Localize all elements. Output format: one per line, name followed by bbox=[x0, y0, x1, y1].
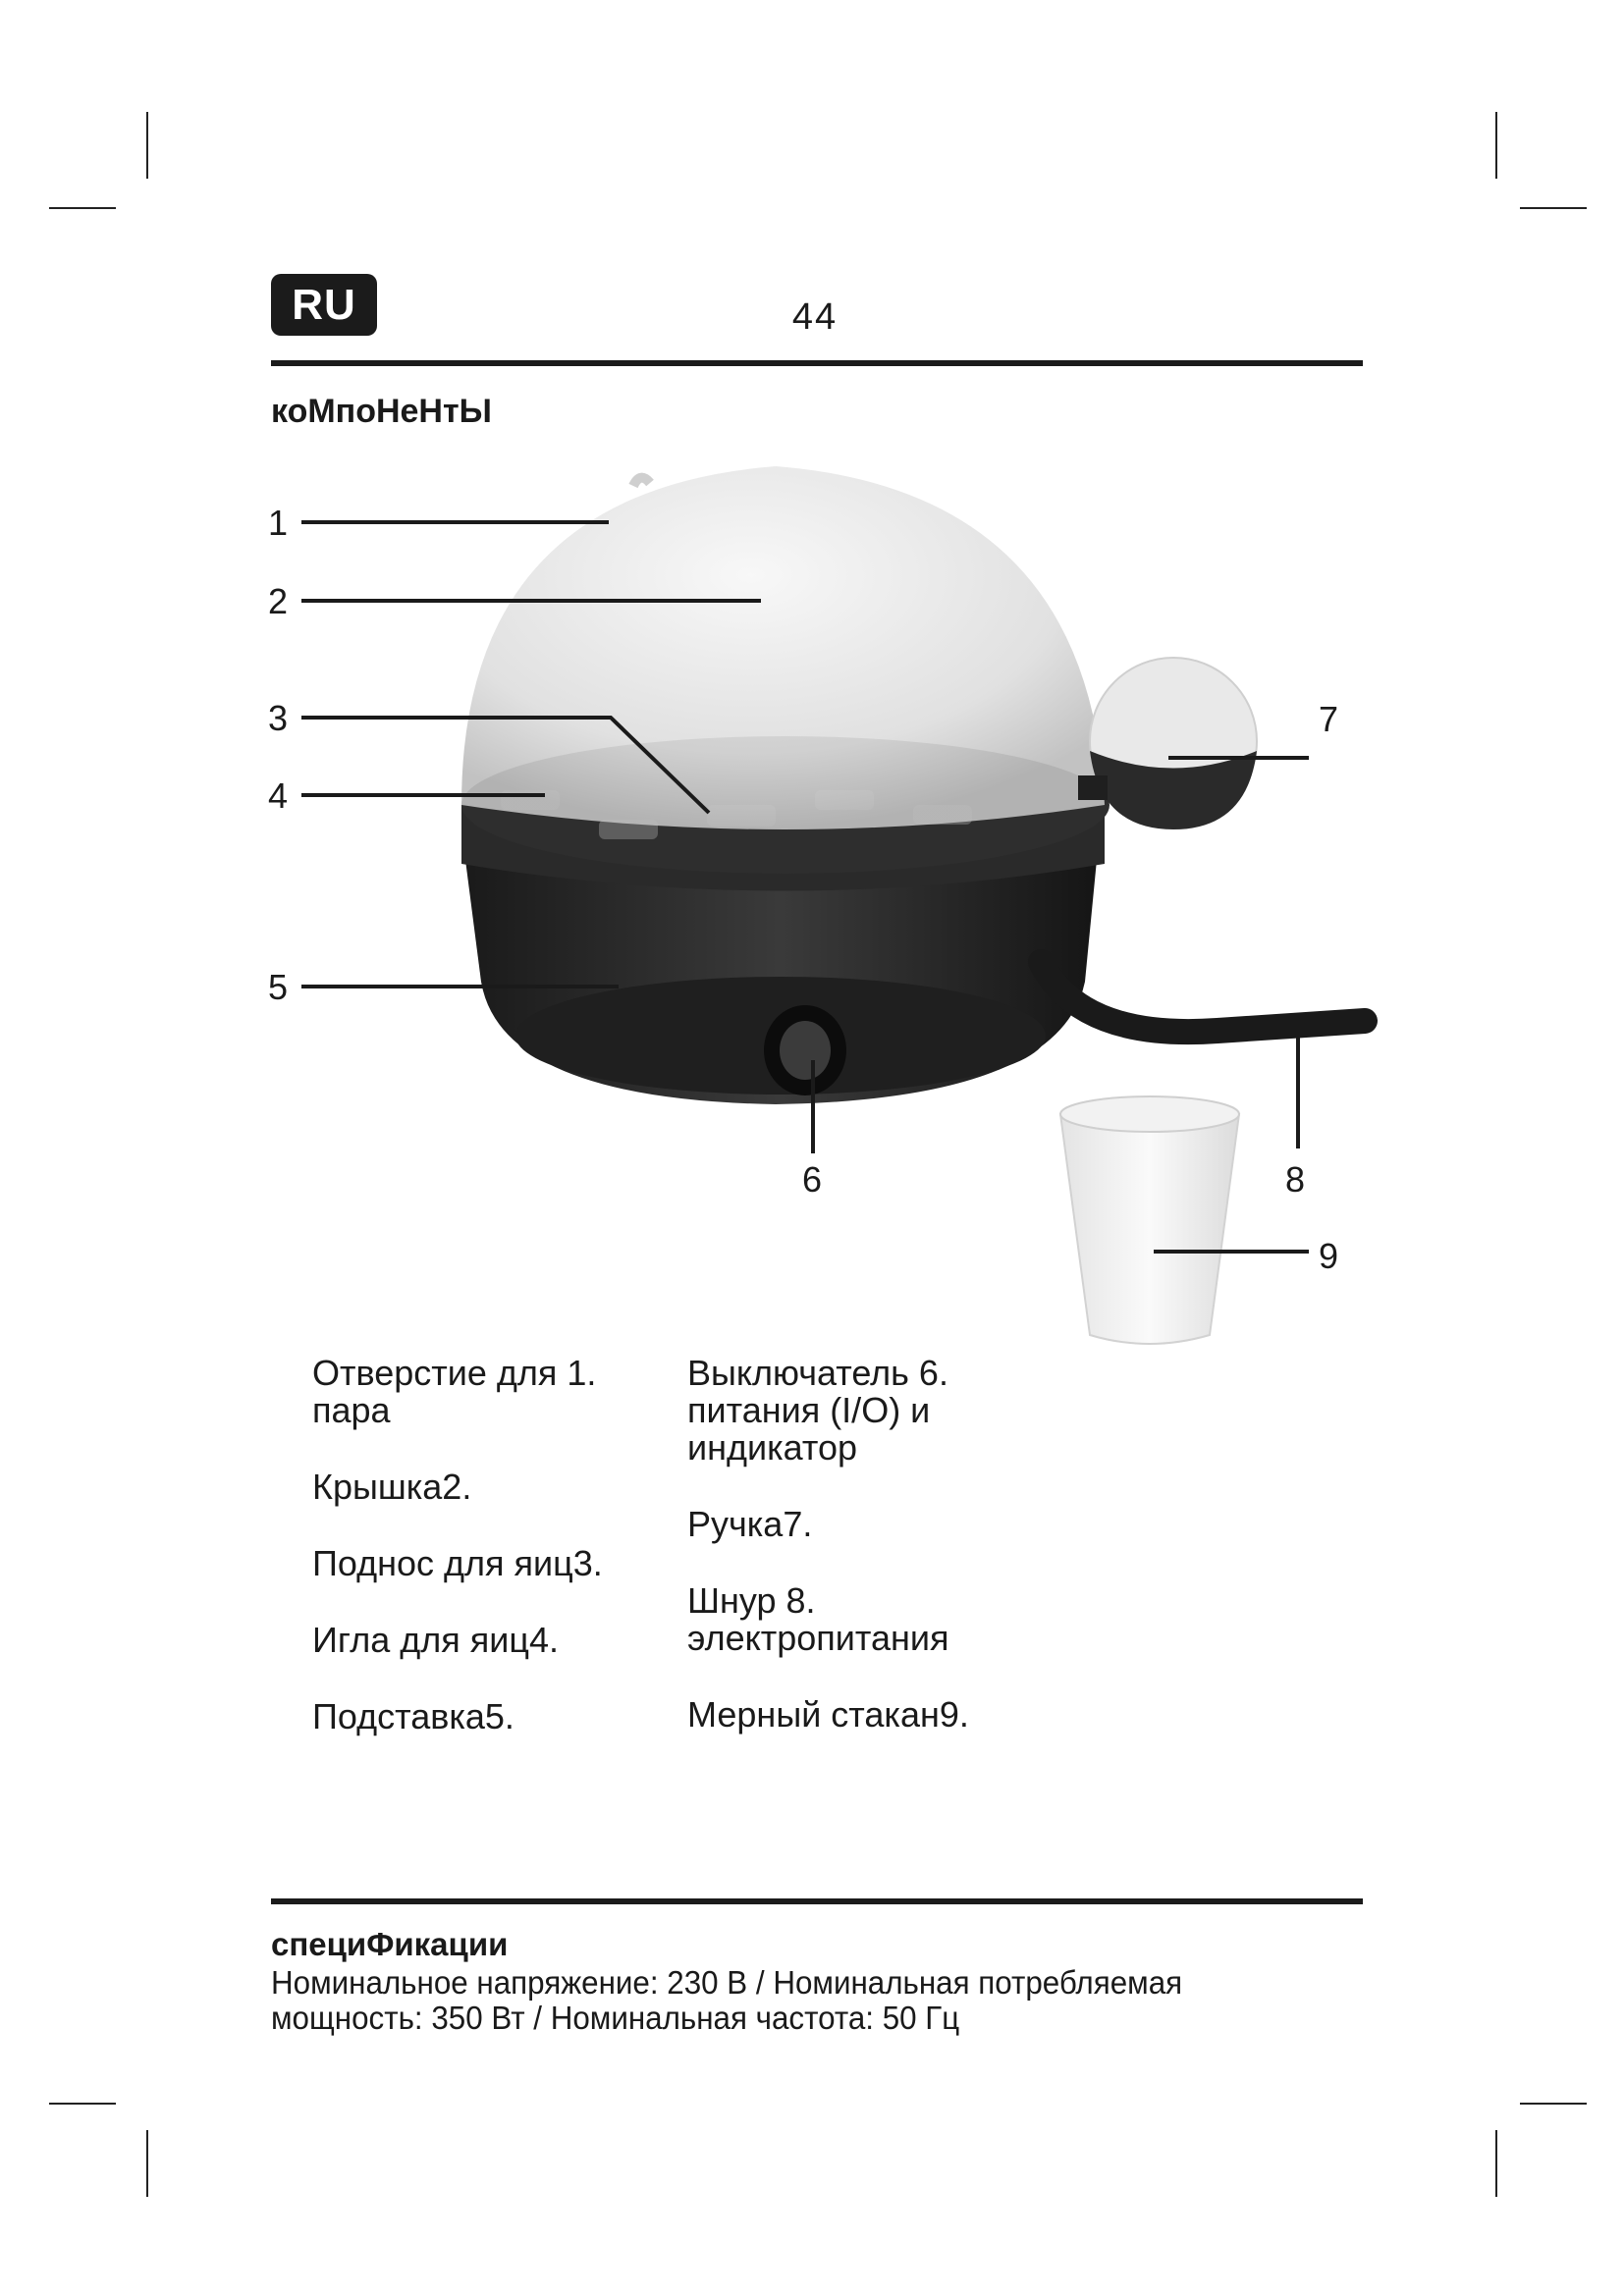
part-measuring-cup: Мерный стакан9. bbox=[687, 1694, 969, 1735]
part-egg-piercer: Игла для яиц4. bbox=[312, 1620, 559, 1660]
page-number: 44 bbox=[791, 296, 839, 338]
crop-mark-bottom-left-vertical bbox=[146, 2130, 148, 2197]
measuring-cup bbox=[1060, 1096, 1239, 1344]
part-egg-tray: Поднос для яиц3. bbox=[312, 1543, 603, 1583]
parts-list-right bbox=[687, 1355, 969, 1773]
part-handle: Ручка7. bbox=[687, 1504, 813, 1544]
components-title: коМпоНеНтЫ bbox=[271, 393, 492, 430]
part-power-cord: Шнур 8. электропитания bbox=[687, 1580, 949, 1658]
parts-list-left bbox=[312, 1355, 603, 1775]
part-steam-vent: Отверстие для 1. пара bbox=[312, 1353, 597, 1430]
part-power-switch: Выключатель 6. питания (I/O) и индикатор bbox=[687, 1353, 948, 1468]
crop-mark-bottom-left-horizontal bbox=[49, 2103, 116, 2105]
part-lid: Крышка2. bbox=[312, 1467, 472, 1507]
callout-7: 7 bbox=[1319, 699, 1339, 739]
crop-mark-bottom-right-vertical bbox=[1495, 2130, 1497, 2197]
power-cord bbox=[1041, 962, 1365, 1032]
callout-8: 8 bbox=[1285, 1159, 1306, 1200]
callout-3: 3 bbox=[268, 698, 289, 738]
callout-6: 6 bbox=[802, 1159, 823, 1200]
specifications-title: специФикации bbox=[271, 1926, 509, 1962]
power-switch bbox=[764, 1005, 846, 1095]
specifications-rule bbox=[271, 1898, 1363, 1904]
callout-4: 4 bbox=[268, 775, 289, 816]
crop-mark-bottom-right-horizontal bbox=[1520, 2103, 1587, 2105]
callout-1: 1 bbox=[268, 503, 289, 543]
part-base: Подставка5. bbox=[312, 1696, 514, 1736]
callout-5: 5 bbox=[268, 967, 289, 1007]
specifications-text: Номинальное напряжение: 230 В / Номинальная потребляемая мощность: 350 Вт / Номинальная частота: 50 Гц bbox=[271, 1964, 1183, 2036]
language-badge: RU bbox=[271, 274, 377, 336]
callout-9: 9 bbox=[1319, 1236, 1339, 1276]
callout-2: 2 bbox=[268, 581, 289, 621]
